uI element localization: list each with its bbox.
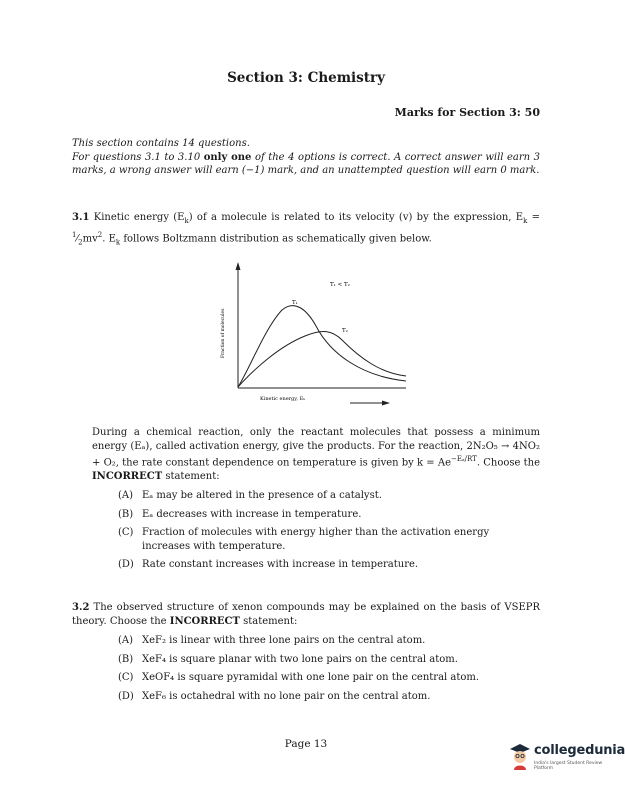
question-3-1-stem: 3.1 Kinetic energy $(E_k)$ of a molecule is related to its velocity (v) by the expression, $E_k$ = $^1⁄_2mv^2$. $E_k$ follows Boltzmann distribution as schematically given below.: [72, 212, 540, 246]
section-marks: Marks for Section 3: 50: [394, 106, 540, 119]
question-number: 3.1: [72, 212, 90, 223]
question-3-1-options: [118, 489, 540, 577]
question-3-2-stem: 3.2 The observed structure of xenon compounds may be explained on the basis of VSEPR theory. Choose the INCORRECT statement:: [72, 602, 541, 627]
option-d[interactable]: (D) XeF₆ is octahedral with no lone pair on the central atom.: [118, 690, 431, 702]
option-d[interactable]: (D) Rate constant increases with increase in temperature.: [118, 559, 419, 570]
section-instructions: [72, 137, 540, 178]
y-axis-arrowhead: [236, 262, 241, 270]
x-axis-label-arrowhead: [382, 401, 390, 406]
option-c[interactable]: (C) XeOF₄ is square pyramidal with one lone pair on the central atom.: [118, 672, 480, 683]
legend-label: T₁ < T₂: [330, 282, 350, 288]
x-axis-label: Kinetic energy, Eₖ: [260, 396, 306, 402]
curve-t2-label: T₂: [342, 328, 348, 334]
brand-tagline: India's largest Student Review Platform: [534, 761, 603, 771]
curve-t1: [238, 306, 406, 387]
question-3-1-paragraph: During a chemical reaction, only the reactant molecules that possess a minimum energy (Eₐ), called activation energy, give the products. For the reaction, 2N₂O₅ → 4NO₂ + O₂, the rate constant dependence on temperature is given by $k = Ae^{-E_a/RT}$. Choose the INCORRECT statement:: [92, 427, 540, 482]
option-b[interactable]: (B) XeF₄ is square planar with two lone pairs on the central atom.: [118, 653, 458, 665]
option-b[interactable]: (B) Eₐ decreases with increase in temperature.: [118, 508, 362, 520]
curve-t2: [238, 331, 406, 387]
page-number: Page 13: [284, 738, 328, 750]
option-c[interactable]: (C) Fraction of molecules with energy higher than the activation energy increases with temperature.: [118, 527, 490, 552]
section-title: Section 3: Chemistry: [227, 70, 385, 86]
brand-logo-text: collegedunia: [534, 743, 625, 758]
boltzmann-distribution-graph: [210, 258, 410, 408]
option-a[interactable]: (A) XeF₂ is linear with three lone pairs on the central atom.: [118, 635, 426, 646]
instructions-line2: For questions 3.1 to 3.10 only one of the 4 options is correct. A correct answer will earn 3 marks, a wrong answer will earn (−1) mark, and an unattempted question will earn 0 mark.: [72, 151, 540, 176]
graduate-mascot-icon: [508, 742, 532, 770]
curve-t1-label: T₁: [292, 300, 298, 306]
question-3-2-options: [118, 634, 540, 708]
y-axis-label: Fraction of molecules: [221, 308, 226, 358]
option-a[interactable]: (A) Eₐ may be altered in the presence of a catalyst.: [118, 490, 382, 501]
question-number: 3.2: [72, 602, 90, 613]
instructions-line1: This section contains 14 questions.: [72, 138, 250, 149]
